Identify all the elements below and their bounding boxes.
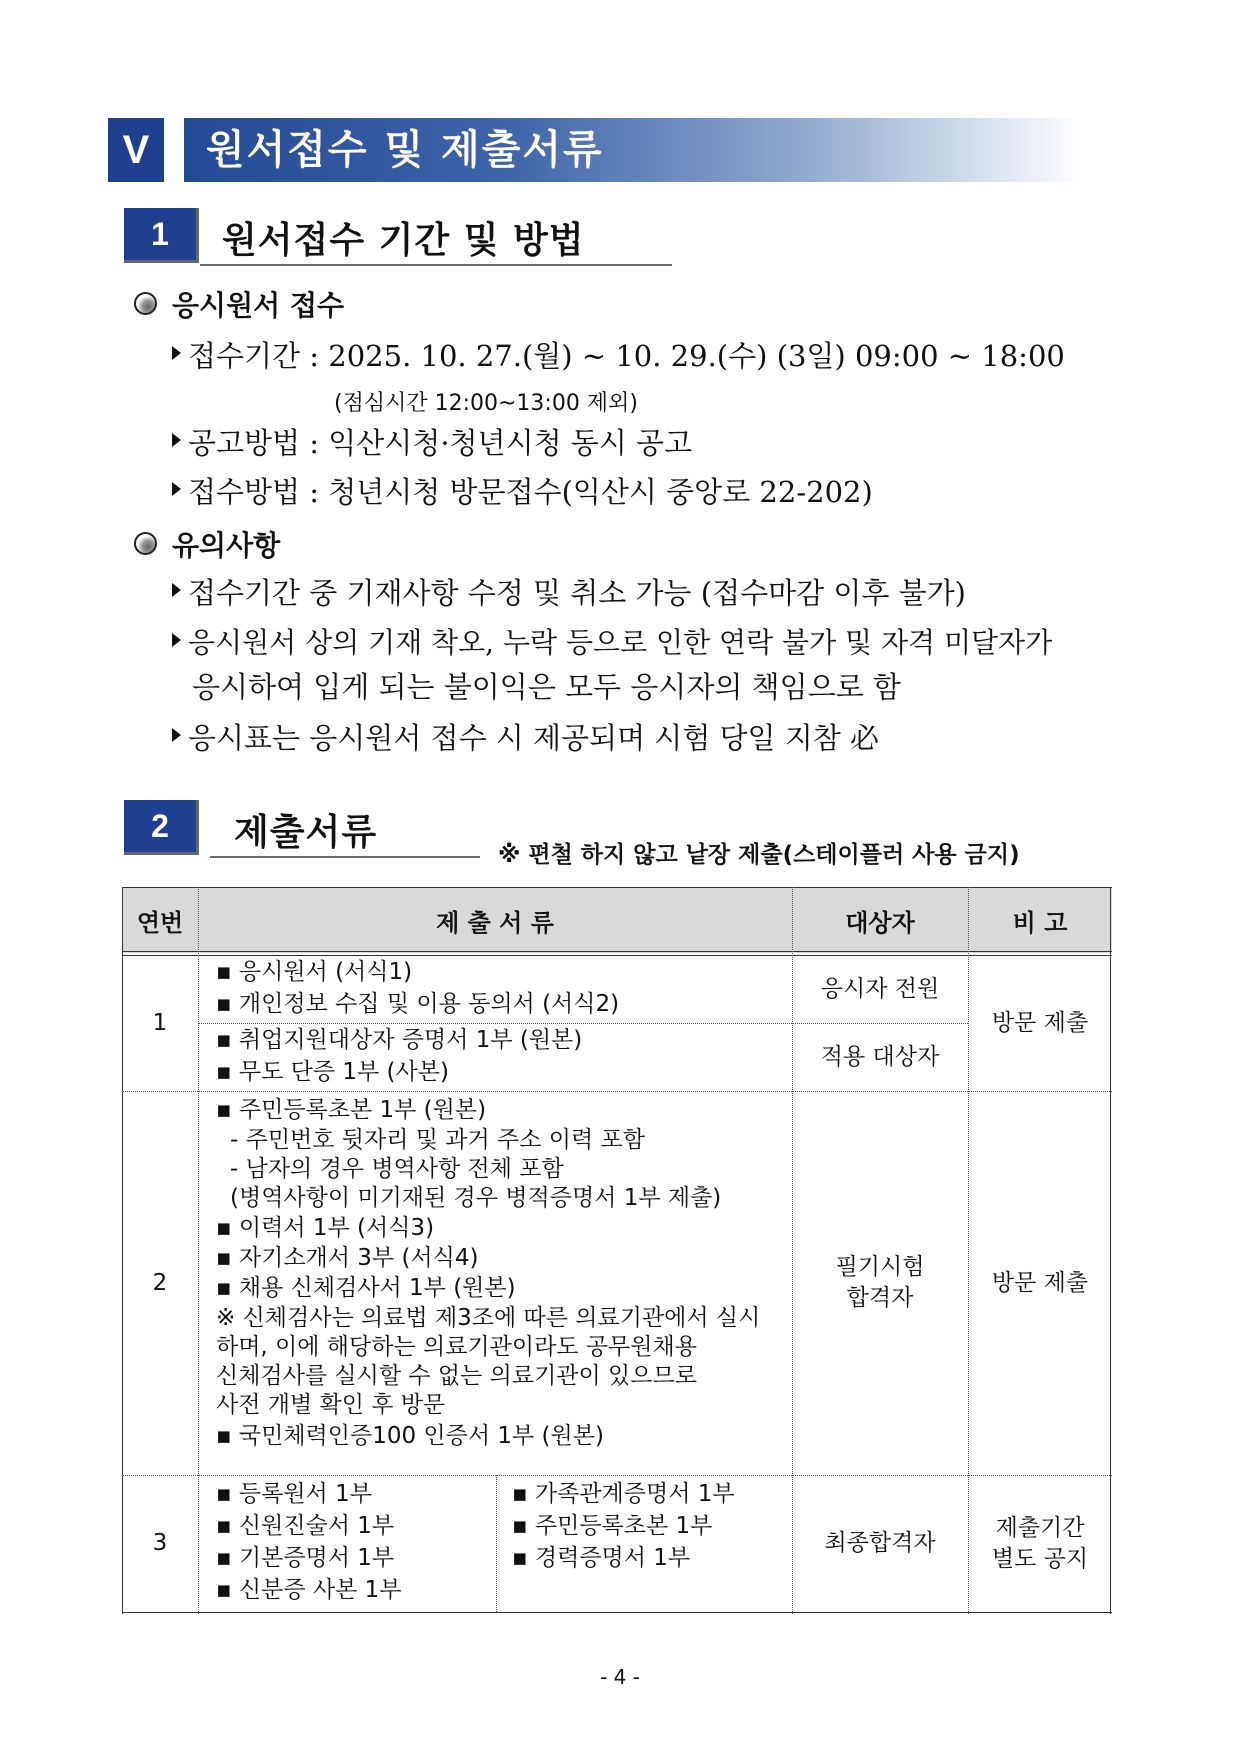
note-line: 별도 공지 — [991, 1545, 1089, 1572]
submission-notice: ※ 편철 하지 않고 낱장 제출(스테이플러 사용 금지) — [498, 842, 1020, 868]
table-border — [122, 887, 1112, 888]
document-remark: ※ 신체검사는 의료법 제3조에 따른 의료기관에서 실시 — [216, 1305, 761, 1331]
document-remark: 사전 개별 확인 후 방문 — [216, 1392, 446, 1418]
documents-table — [122, 887, 1112, 1614]
target-cell — [792, 1091, 968, 1475]
circle-bullet-icon — [134, 532, 157, 555]
header-target: 대상자 — [845, 908, 915, 937]
document-subitem: - 주민번호 뒷자리 및 과거 주소 이력 포함 — [230, 1127, 645, 1153]
document-item: ▪ 경력증명서 1부 — [512, 1545, 691, 1571]
subsection-heading: 유의사항 — [172, 529, 281, 562]
triangle-bullet-icon — [172, 633, 181, 647]
document-item: ▪ 주민등록초본 1부 (원본) — [216, 1097, 487, 1123]
target-line: 필기시험 — [835, 1254, 925, 1280]
header-documents: 제 출 서 류 — [436, 908, 554, 937]
body-line: 접수기간 : 2025. 10. 27.(월) ~ 10. 29.(수) (3일) 09:00 ~ 18:00 — [188, 339, 1065, 373]
document-item: ▪ 신분증 사본 1부 — [216, 1577, 402, 1603]
page-number: - 4 - — [600, 1665, 640, 1689]
circle-bullet-icon — [134, 292, 157, 315]
triangle-bullet-icon — [172, 583, 181, 597]
section-title: 제출서류 — [234, 812, 378, 853]
target-cell: 최종합격자 — [824, 1530, 936, 1556]
target-cell: 응시자 전원 — [820, 975, 940, 1002]
triangle-bullet-icon — [172, 482, 181, 496]
document-item: ▪ 국민체력인증100 인증서 1부 (원본) — [216, 1423, 604, 1449]
note-cell — [968, 1475, 1112, 1612]
document-remark: 하며, 이에 해당하는 의료기관이라도 공무원채용 — [216, 1334, 697, 1360]
document-item: ▪ 이력서 1부 (서식3) — [216, 1215, 435, 1241]
lunch-note: (점심시간 12:00~13:00 제외) — [334, 391, 638, 416]
document-item: ▪ 신원진술서 1부 — [216, 1513, 395, 1539]
document-item: ▪ 응시원서 (서식1) — [216, 959, 413, 985]
document-item: ▪ 채용 신체검사서 1부 (원본) — [216, 1275, 516, 1301]
chapter-title: 원서접수 및 제출서류 — [206, 127, 604, 173]
section-underline — [210, 856, 480, 858]
document-item: ▪ 등록원서 1부 — [216, 1481, 372, 1507]
document-item: ▪ 무도 단증 1부 (사본) — [216, 1059, 449, 1085]
section-number: 1 — [124, 208, 199, 263]
table-border — [122, 1612, 1112, 1613]
document-item: ▪ 개인정보 수집 및 이용 동의서 (서식2) — [216, 991, 620, 1017]
row-number: 2 — [152, 1269, 168, 1296]
subsection-heading: 응시원서 접수 — [172, 289, 345, 322]
row-number: 1 — [152, 1009, 168, 1036]
body-line: 응시표는 응시원서 접수 시 제공되며 시험 당일 지참 必 — [188, 721, 880, 755]
document-subitem: (병역사항이 미기재된 경우 병적증명서 1부 제출) — [230, 1185, 722, 1211]
note-cell: 방문 제출 — [991, 1269, 1089, 1296]
body-line: 응시하여 입게 되는 불이익은 모두 응시자의 책임으로 함 — [192, 670, 901, 704]
target-line: 합격자 — [846, 1285, 914, 1311]
header-no: 연번 — [136, 908, 184, 937]
document-item: ▪ 가족관계증명서 1부 — [512, 1481, 735, 1507]
section-title: 원서접수 기간 및 방법 — [222, 220, 585, 261]
target-cell: 적용 대상자 — [820, 1043, 940, 1070]
document-item: ▪ 기본증명서 1부 — [216, 1545, 395, 1571]
note-line: 제출기간 — [995, 1514, 1085, 1541]
table-border — [122, 951, 1112, 952]
triangle-bullet-icon — [172, 728, 181, 742]
document-item: ▪ 주민등록초본 1부 — [512, 1513, 713, 1539]
body-line: 접수기간 중 기재사항 수정 및 취소 가능 (접수마감 이후 불가) — [188, 576, 966, 610]
document-subitem: - 남자의 경우 병역사항 전체 포함 — [230, 1156, 564, 1182]
body-line: 응시원서 상의 기재 착오, 누락 등으로 인한 연락 불가 및 자격 미달자가 — [188, 626, 1053, 659]
document-remark: 신체검사를 실시할 수 없는 의료기관이 있으므로 — [216, 1363, 697, 1389]
chapter-number: V — [108, 118, 164, 182]
row-number: 3 — [152, 1530, 168, 1556]
triangle-bullet-icon — [172, 433, 181, 447]
section-number: 2 — [124, 800, 199, 855]
document-item: ▪ 자기소개서 3부 (서식4) — [216, 1245, 479, 1271]
document-item: ▪ 취업지원대상자 증명서 1부 (원본) — [216, 1027, 583, 1053]
body-line: 공고방법 : 익산시청·청년시청 동시 공고 — [188, 426, 693, 460]
note-cell: 방문 제출 — [991, 1009, 1089, 1036]
triangle-bullet-icon — [172, 346, 181, 360]
section-underline — [200, 264, 672, 266]
table-border — [496, 1475, 497, 1612]
table-border — [198, 887, 199, 1614]
body-line: 접수방법 : 청년시청 방문접수(익산시 중앙로 22-202) — [188, 475, 873, 509]
header-note: 비 고 — [1012, 908, 1068, 937]
